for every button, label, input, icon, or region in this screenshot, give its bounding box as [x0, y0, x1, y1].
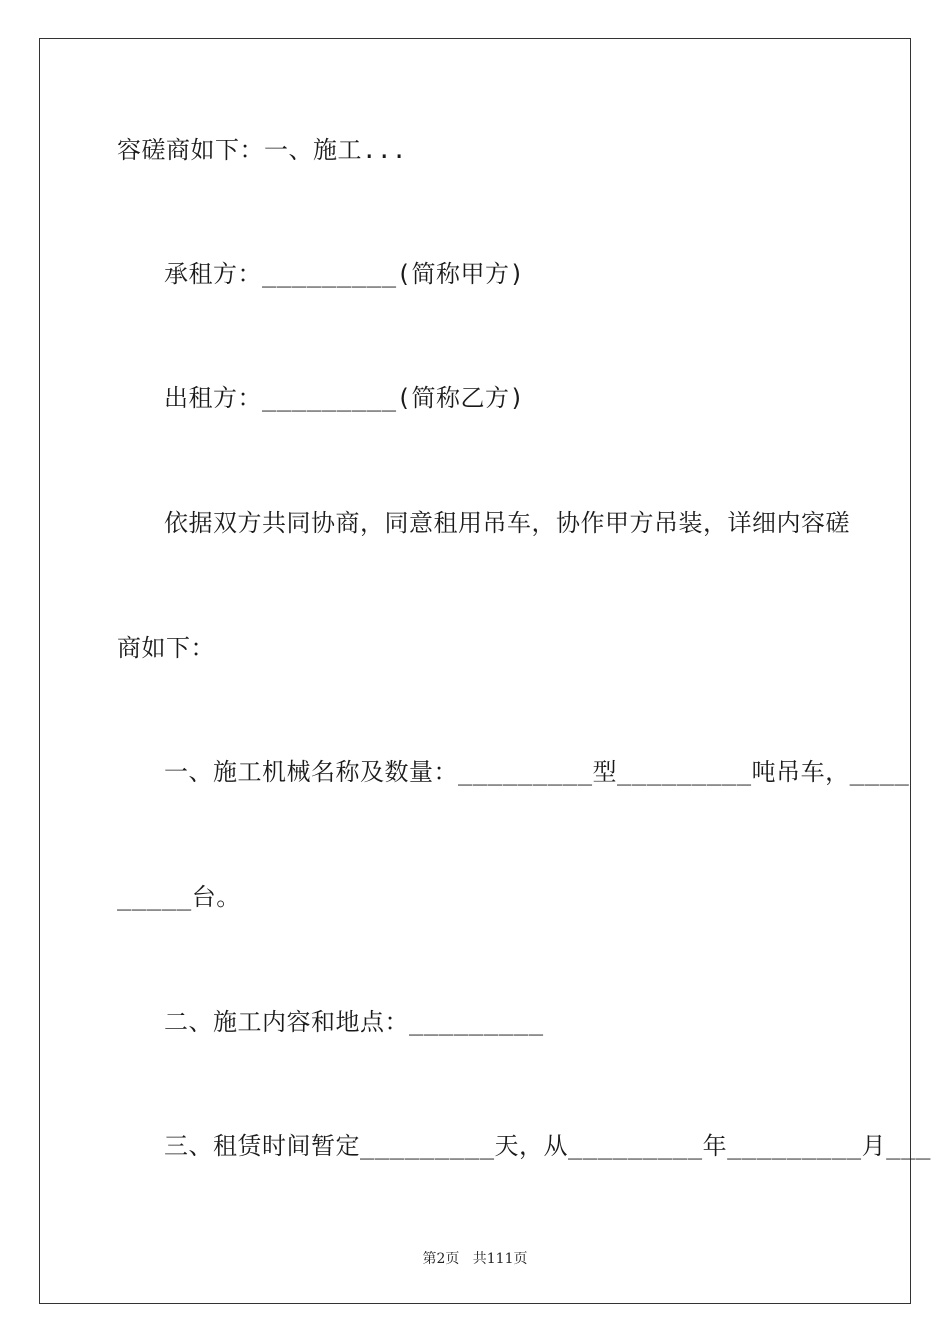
text-line-clause-1: 一、施工机械名称及数量：_________型_________吨吊车，____	[164, 758, 910, 786]
page-number: 第2页	[422, 1251, 460, 1267]
text-line-agreement-cont: 商如下：	[117, 634, 215, 662]
text-line-clause-2: 二、施工内容和地点：_________	[164, 1008, 544, 1036]
text-line-agreement: 依据双方共同协商，同意租用吊车，协作甲方吊装，详细内容磋	[164, 509, 850, 537]
page-total: 共111页	[472, 1251, 528, 1267]
text-line-lessee: 承租方：_________(简称甲方)	[164, 260, 525, 288]
text-line-clause-1-cont: _____台。	[117, 883, 241, 911]
page-frame	[39, 38, 911, 1304]
text-line-clause-3: 三、租赁时间暂定_________天，从_________年_________月___	[164, 1132, 931, 1160]
text-line-lessor: 出租方：_________(简称乙方)	[164, 384, 525, 412]
text-line-intro: 容磋商如下：一、施工...	[117, 136, 407, 164]
page-footer	[0, 1248, 950, 1268]
